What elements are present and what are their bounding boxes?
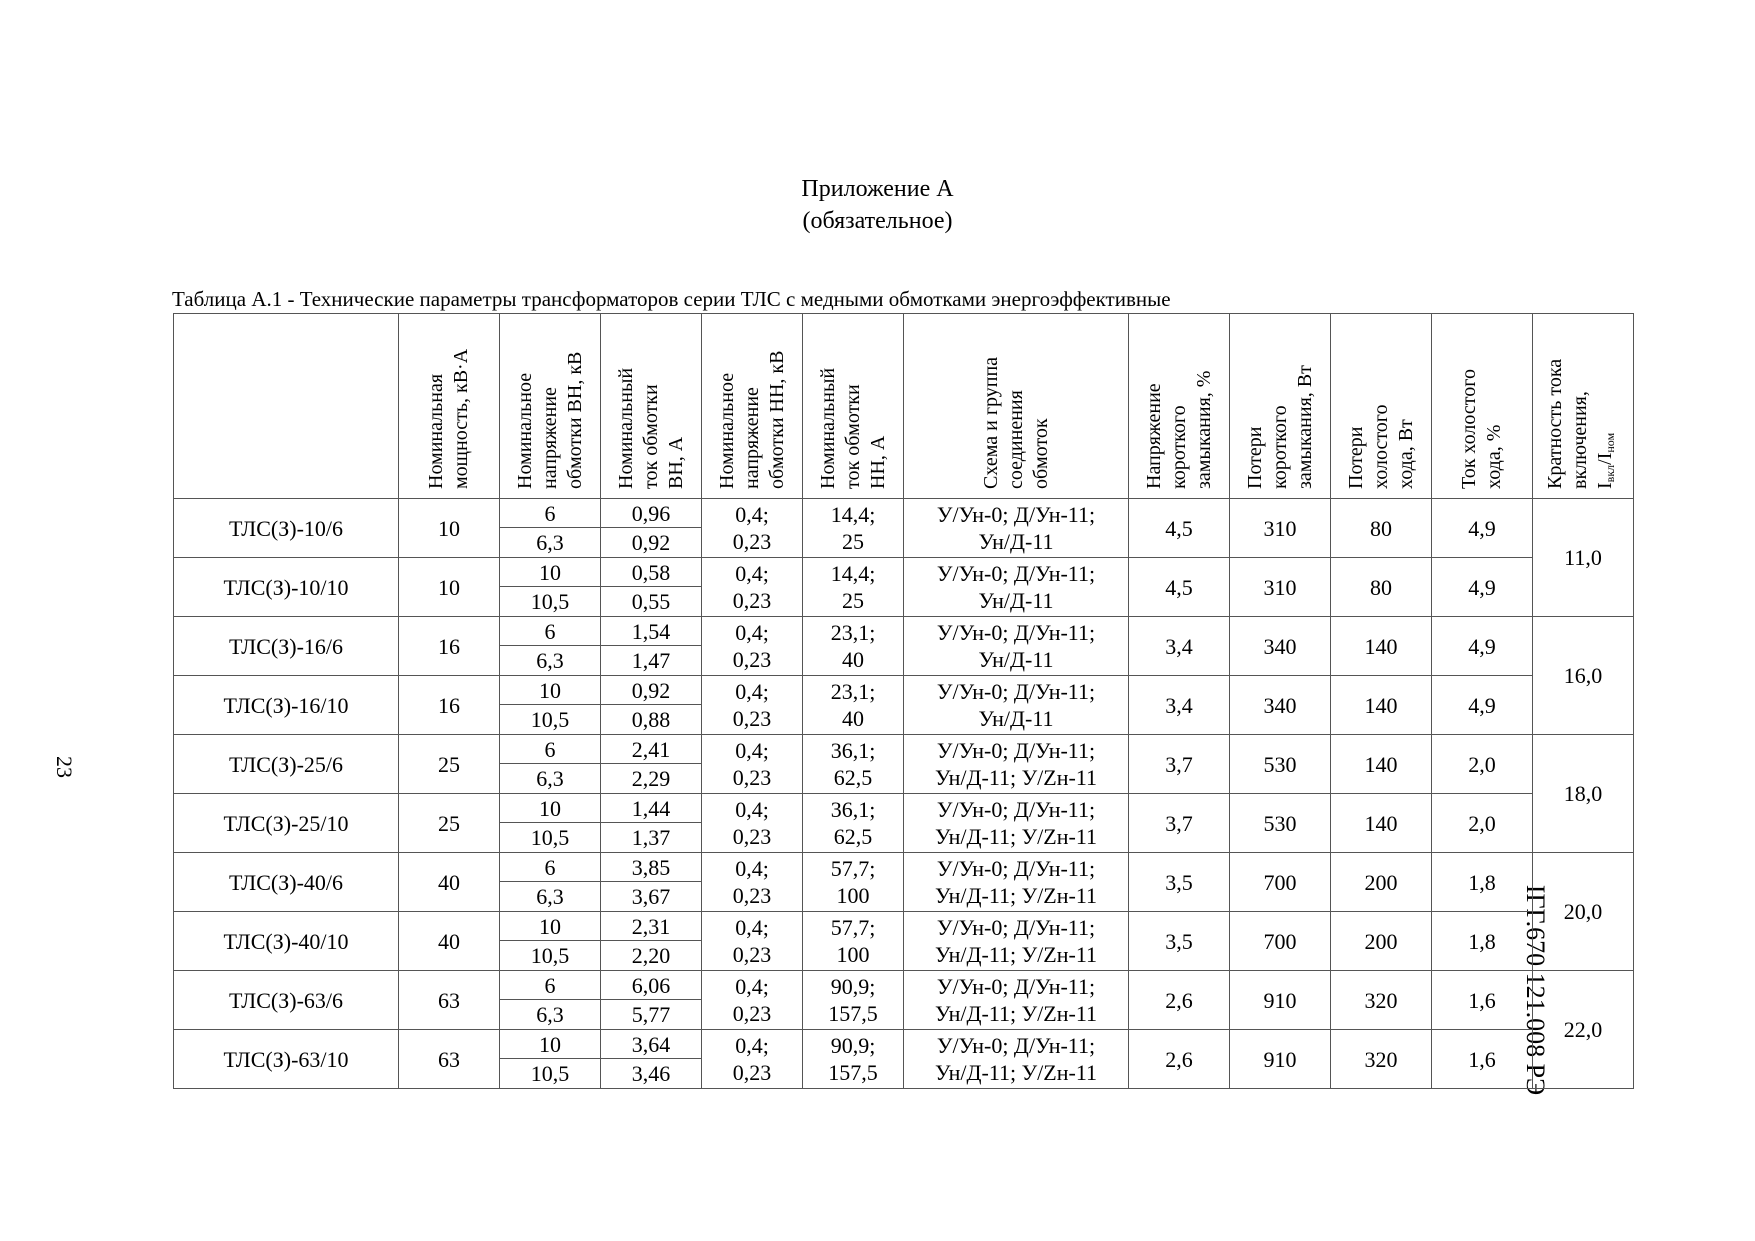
lv-current — [803, 558, 904, 617]
lv-current — [803, 794, 904, 853]
lv-current-line-2: 25 — [842, 529, 864, 554]
nl-current: 1,6 — [1432, 971, 1533, 1030]
connection-scheme — [904, 971, 1129, 1030]
hv-current: 2,20 — [601, 941, 702, 971]
inrush-ratio: 20,0 — [1533, 853, 1634, 971]
connection-scheme-line-2: Ун/Д-11 — [978, 647, 1054, 672]
lv-current — [803, 735, 904, 794]
lv-voltage-line-2: 0,23 — [732, 765, 772, 790]
header-nl-losses — [1331, 314, 1432, 499]
rated-power: 16 — [399, 617, 500, 676]
lv-voltage-line-2: 0,23 — [732, 588, 772, 613]
nl-losses: 140 — [1331, 735, 1432, 794]
sc-losses: 700 — [1230, 912, 1331, 971]
rated-power: 40 — [399, 912, 500, 971]
hv-voltage: 6,3 — [500, 764, 601, 794]
connection-scheme-line-1: У/Ун-0; Д/Ун-11; — [936, 856, 1096, 881]
header-lv-current-line-3: НН, А — [866, 435, 889, 489]
lv-voltage-line-1: 0,4; — [735, 856, 769, 881]
hv-current: 6,06 — [601, 971, 702, 1000]
page-number: 23 — [52, 756, 77, 778]
connection-scheme-line-1: У/Ун-0; Д/Ун-11; — [936, 1033, 1096, 1058]
table-row — [174, 853, 1634, 882]
nl-losses: 80 — [1331, 558, 1432, 617]
hv-voltage: 6 — [500, 735, 601, 764]
hv-voltage: 6 — [500, 499, 601, 528]
lv-current-line-1: 57,7; — [830, 915, 876, 940]
hv-voltage: 6,3 — [500, 882, 601, 912]
header-nl-losses-line-2: холостого — [1369, 404, 1392, 489]
lv-voltage — [702, 676, 803, 735]
lv-current — [803, 971, 904, 1030]
nl-current: 2,0 — [1432, 794, 1533, 853]
model-name: ТЛС(З)-10/6 — [174, 499, 399, 558]
hv-current: 1,44 — [601, 794, 702, 823]
connection-scheme-line-2: Ун/Д-11; У/Zн-11 — [934, 1060, 1098, 1085]
rated-power: 25 — [399, 794, 500, 853]
nl-losses: 80 — [1331, 499, 1432, 558]
appendix-title: Приложение А — [801, 176, 954, 202]
header-power — [399, 314, 500, 499]
connection-scheme — [904, 676, 1129, 735]
lv-current-line-1: 57,7; — [830, 856, 876, 881]
lv-voltage-line-1: 0,4; — [735, 679, 769, 704]
header-inrush-formula: $I_{вкл}/I_{ном}$ — [1594, 432, 1617, 489]
table-row — [174, 794, 1634, 823]
lv-voltage — [702, 499, 803, 558]
lv-voltage-line-2: 0,23 — [732, 647, 772, 672]
sc-voltage: 2,6 — [1129, 1030, 1230, 1089]
hv-voltage: 6,3 — [500, 1000, 601, 1030]
sc-losses: 910 — [1230, 971, 1331, 1030]
header-lv-current-line-1: Номинальный — [816, 367, 839, 489]
lv-current-line-2: 62,5 — [833, 765, 873, 790]
header-nl-current — [1432, 314, 1533, 499]
lv-voltage — [702, 617, 803, 676]
header-nl-losses-line-1: Потери — [1344, 426, 1367, 489]
lv-voltage — [702, 912, 803, 971]
connection-scheme-line-1: У/Ун-0; Д/Ун-11; — [936, 679, 1096, 704]
hv-voltage: 10 — [500, 558, 601, 587]
hv-voltage: 10 — [500, 676, 601, 705]
lv-voltage-line-2: 0,23 — [732, 883, 772, 908]
sc-voltage: 3,4 — [1129, 676, 1230, 735]
connection-scheme-line-2: Ун/Д-11 — [978, 529, 1054, 554]
hv-voltage: 6 — [500, 617, 601, 646]
table-caption: Таблица А.1 - Технические параметры трансформаторов серии ТЛС с медными обмотками энергоэффективные — [172, 287, 1171, 311]
header-sc-losses-line-1: Потери — [1243, 426, 1266, 489]
inrush-ratio: 16,0 — [1533, 617, 1634, 735]
lv-voltage-line-1: 0,4; — [735, 620, 769, 645]
lv-voltage-line-1: 0,4; — [735, 502, 769, 527]
sc-voltage: 4,5 — [1129, 558, 1230, 617]
header-hv-voltage-line-2: напряжение — [538, 387, 561, 489]
hv-current: 0,96 — [601, 499, 702, 528]
lv-current — [803, 617, 904, 676]
nl-losses: 140 — [1331, 676, 1432, 735]
nl-losses: 320 — [1331, 1030, 1432, 1089]
nl-current: 4,9 — [1432, 617, 1533, 676]
model-name: ТЛС(З)-63/10 — [174, 1030, 399, 1089]
inrush-ratio: 11,0 — [1533, 499, 1634, 617]
lv-current-line-2: 100 — [836, 942, 870, 967]
header-inrush — [1533, 314, 1634, 499]
header-sc-losses-line-3: замыкания, Вт — [1293, 365, 1316, 489]
header-lv-voltage-line-2: напряжение — [740, 387, 763, 489]
inrush-ratio: 18,0 — [1533, 735, 1634, 853]
nl-current: 4,9 — [1432, 676, 1533, 735]
nl-losses: 320 — [1331, 971, 1432, 1030]
header-scheme-line-2: соединения — [1004, 390, 1027, 489]
lv-voltage-line-1: 0,4; — [735, 974, 769, 999]
sc-losses: 700 — [1230, 853, 1331, 912]
lv-current-line-1: 14,4; — [830, 502, 876, 527]
lv-voltage — [702, 794, 803, 853]
header-scheme — [904, 314, 1129, 499]
nl-losses: 200 — [1331, 853, 1432, 912]
model-name: ТЛС(З)-16/10 — [174, 676, 399, 735]
rated-power: 63 — [399, 1030, 500, 1089]
rated-power: 10 — [399, 558, 500, 617]
hv-voltage: 10,5 — [500, 1059, 601, 1089]
lv-voltage-line-2: 0,23 — [732, 1060, 772, 1085]
lv-current-line-1: 90,9; — [830, 1033, 876, 1058]
header-sc-voltage-line-2: короткого — [1167, 405, 1190, 489]
lv-current-line-1: 90,9; — [830, 974, 876, 999]
lv-current-line-1: 36,1; — [830, 738, 876, 763]
lv-voltage — [702, 971, 803, 1030]
hv-current: 1,37 — [601, 823, 702, 853]
connection-scheme — [904, 499, 1129, 558]
hv-voltage: 10,5 — [500, 823, 601, 853]
header-sc-losses-line-2: короткого — [1268, 405, 1291, 489]
lv-current — [803, 1030, 904, 1089]
lv-current-line-2: 62,5 — [833, 824, 873, 849]
connection-scheme-line-2: Ун/Д-11 — [978, 706, 1054, 731]
lv-current-line-2: 157,5 — [828, 1060, 878, 1085]
table-row — [174, 558, 1634, 587]
lv-current — [803, 676, 904, 735]
header-lv-current — [803, 314, 904, 499]
lv-voltage-line-2: 0,23 — [732, 529, 772, 554]
hv-current: 2,29 — [601, 764, 702, 794]
hv-voltage: 6 — [500, 853, 601, 882]
hv-current: 0,92 — [601, 528, 702, 558]
model-name: ТЛС(З)-25/10 — [174, 794, 399, 853]
nl-losses: 140 — [1331, 794, 1432, 853]
nl-current: 4,9 — [1432, 499, 1533, 558]
document-code: ІГГ.670 121.008 РЭ — [1521, 884, 1550, 1096]
connection-scheme-line-1: У/Ун-0; Д/Ун-11; — [936, 797, 1096, 822]
header-hv-current — [601, 314, 702, 499]
header-lv-voltage-line-3: обмотки НН, кВ — [765, 350, 788, 489]
lv-voltage — [702, 558, 803, 617]
connection-scheme-line-1: У/Ун-0; Д/Ун-11; — [936, 974, 1096, 999]
connection-scheme-line-2: Ун/Д-11; У/Zн-11 — [934, 824, 1098, 849]
rated-power: 25 — [399, 735, 500, 794]
nl-losses: 200 — [1331, 912, 1432, 971]
header-hv-current-line-2: ток обмотки — [639, 384, 662, 489]
sc-voltage: 3,7 — [1129, 735, 1230, 794]
hv-current: 3,67 — [601, 882, 702, 912]
model-name: ТЛС(З)-40/10 — [174, 912, 399, 971]
sc-losses: 530 — [1230, 735, 1331, 794]
table-row — [174, 971, 1634, 1000]
model-name: ТЛС(З)-63/6 — [174, 971, 399, 1030]
table-row — [174, 499, 1634, 528]
connection-scheme — [904, 853, 1129, 912]
table-row — [174, 676, 1634, 705]
sc-voltage: 3,7 — [1129, 794, 1230, 853]
header-hv-current-line-3: ВН, А — [664, 436, 687, 489]
header-inrush-line-1: Кратность тока — [1544, 358, 1566, 489]
model-name: ТЛС(З)-16/6 — [174, 617, 399, 676]
nl-current: 1,8 — [1432, 912, 1533, 971]
connection-scheme-line-2: Ун/Д-11; У/Zн-11 — [934, 765, 1098, 790]
nl-current: 2,0 — [1432, 735, 1533, 794]
rated-power: 10 — [399, 499, 500, 558]
header-scheme-line-3: обмоток — [1029, 418, 1052, 489]
table-row — [174, 617, 1634, 646]
hv-current: 3,64 — [601, 1030, 702, 1059]
hv-voltage: 10,5 — [500, 587, 601, 617]
hv-voltage: 10 — [500, 912, 601, 941]
model-name: ТЛС(З)-40/6 — [174, 853, 399, 912]
header-power-line-2: мощность, кВ·А — [450, 348, 472, 489]
header-lv-current-line-2: ток обмотки — [841, 384, 864, 489]
hv-current: 1,54 — [601, 617, 702, 646]
hv-voltage: 10 — [500, 794, 601, 823]
hv-voltage: 6 — [500, 971, 601, 1000]
rated-power: 40 — [399, 853, 500, 912]
hv-current: 3,85 — [601, 853, 702, 882]
sc-losses: 310 — [1230, 499, 1331, 558]
model-name: ТЛС(З)-10/10 — [174, 558, 399, 617]
lv-voltage-line-2: 0,23 — [732, 1001, 772, 1026]
lv-current-line-2: 157,5 — [828, 1001, 878, 1026]
sc-losses: 310 — [1230, 558, 1331, 617]
header-hv-voltage-line-3: обмотки ВН, кВ — [563, 351, 586, 489]
connection-scheme — [904, 1030, 1129, 1089]
lv-voltage-line-1: 0,4; — [735, 1033, 769, 1058]
header-nl-losses-line-3: хода, Вт — [1394, 419, 1417, 489]
header-sc-voltage — [1129, 314, 1230, 499]
hv-current: 0,55 — [601, 587, 702, 617]
lv-voltage — [702, 853, 803, 912]
table-row — [174, 735, 1634, 764]
lv-voltage-line-2: 0,23 — [732, 706, 772, 731]
model-name: ТЛС(З)-25/6 — [174, 735, 399, 794]
lv-current-line-2: 100 — [836, 883, 870, 908]
connection-scheme-line-1: У/Ун-0; Д/Ун-11; — [936, 915, 1096, 940]
header-sc-voltage-line-3: замыкания, % — [1192, 370, 1215, 489]
connection-scheme-line-1: У/Ун-0; Д/Ун-11; — [936, 502, 1096, 527]
connection-scheme — [904, 558, 1129, 617]
connection-scheme-line-2: Ун/Д-11; У/Zн-11 — [934, 883, 1098, 908]
lv-current-line-2: 40 — [842, 647, 864, 672]
sc-voltage: 3,5 — [1129, 853, 1230, 912]
header-sc-voltage-line-1: Напряжение — [1142, 383, 1165, 489]
hv-current: 0,92 — [601, 676, 702, 705]
connection-scheme-line-2: Ун/Д-11 — [978, 588, 1054, 613]
table-row — [174, 912, 1634, 941]
nl-current: 1,6 — [1432, 1030, 1533, 1089]
lv-voltage-line-2: 0,23 — [732, 942, 772, 967]
header-sc-losses — [1230, 314, 1331, 499]
header-hv-voltage — [500, 314, 601, 499]
hv-current: 0,88 — [601, 705, 702, 735]
header-hv-voltage-line-1: Номинальное — [513, 372, 536, 489]
sc-losses: 340 — [1230, 676, 1331, 735]
lv-current-line-1: 36,1; — [830, 797, 876, 822]
header-scheme-line-1: Схема и группа — [979, 356, 1002, 489]
header-row — [174, 314, 1634, 499]
lv-voltage — [702, 1030, 803, 1089]
header-hv-current-line-1: Номинальный — [614, 367, 637, 489]
hv-voltage: 10,5 — [500, 941, 601, 971]
rated-power: 16 — [399, 676, 500, 735]
header-model — [174, 314, 399, 499]
connection-scheme — [904, 912, 1129, 971]
hv-current: 1,47 — [601, 646, 702, 676]
lv-current — [803, 912, 904, 971]
hv-current: 2,41 — [601, 735, 702, 764]
lv-current-line-1: 14,4; — [830, 561, 876, 586]
hv-voltage: 10 — [500, 1030, 601, 1059]
sc-voltage: 3,4 — [1129, 617, 1230, 676]
appendix-status: (обязательное) — [802, 208, 953, 234]
nl-current: 4,9 — [1432, 558, 1533, 617]
sc-voltage: 4,5 — [1129, 499, 1230, 558]
lv-voltage — [702, 735, 803, 794]
connection-scheme-line-1: У/Ун-0; Д/Ун-11; — [936, 738, 1096, 763]
rated-power: 63 — [399, 971, 500, 1030]
lv-current — [803, 499, 904, 558]
sc-voltage: 2,6 — [1129, 971, 1230, 1030]
lv-current-line-2: 25 — [842, 588, 864, 613]
inrush-ratio: 22,0 — [1533, 971, 1634, 1089]
lv-current — [803, 853, 904, 912]
sc-voltage: 3,5 — [1129, 912, 1230, 971]
connection-scheme-line-1: У/Ун-0; Д/Ун-11; — [936, 620, 1096, 645]
lv-current-line-2: 40 — [842, 706, 864, 731]
connection-scheme-line-2: Ун/Д-11; У/Zн-11 — [934, 942, 1098, 967]
nl-losses: 140 — [1331, 617, 1432, 676]
transformer-parameters-table — [173, 313, 1634, 1089]
connection-scheme — [904, 617, 1129, 676]
lv-current-line-1: 23,1; — [830, 679, 876, 704]
header-nl-current-line-2: хода, % — [1483, 424, 1505, 489]
lv-voltage-line-1: 0,4; — [735, 738, 769, 763]
header-nl-current-line-1: Ток холостого — [1458, 369, 1480, 489]
hv-voltage: 10,5 — [500, 705, 601, 735]
connection-scheme — [904, 794, 1129, 853]
lv-voltage-line-1: 0,4; — [735, 561, 769, 586]
hv-voltage: 6,3 — [500, 528, 601, 558]
header-lv-voltage — [702, 314, 803, 499]
lv-voltage-line-2: 0,23 — [732, 824, 772, 849]
lv-current-line-1: 23,1; — [830, 620, 876, 645]
header-power-line-1: Номинальная — [425, 373, 447, 489]
connection-scheme-line-2: Ун/Д-11; У/Zн-11 — [934, 1001, 1098, 1026]
hv-voltage: 6,3 — [500, 646, 601, 676]
header-inrush-line-2: включения, — [1569, 391, 1591, 489]
table-row — [174, 1030, 1634, 1059]
nl-current: 1,8 — [1432, 853, 1533, 912]
connection-scheme-line-1: У/Ун-0; Д/Ун-11; — [936, 561, 1096, 586]
hv-current: 0,58 — [601, 558, 702, 587]
lv-voltage-line-1: 0,4; — [735, 797, 769, 822]
hv-current: 3,46 — [601, 1059, 702, 1089]
connection-scheme — [904, 735, 1129, 794]
hv-current: 2,31 — [601, 912, 702, 941]
hv-current: 5,77 — [601, 1000, 702, 1030]
sc-losses: 530 — [1230, 794, 1331, 853]
header-lv-voltage-line-1: Номинальное — [715, 372, 738, 489]
sc-losses: 340 — [1230, 617, 1331, 676]
sc-losses: 910 — [1230, 1030, 1331, 1089]
lv-voltage-line-1: 0,4; — [735, 915, 769, 940]
